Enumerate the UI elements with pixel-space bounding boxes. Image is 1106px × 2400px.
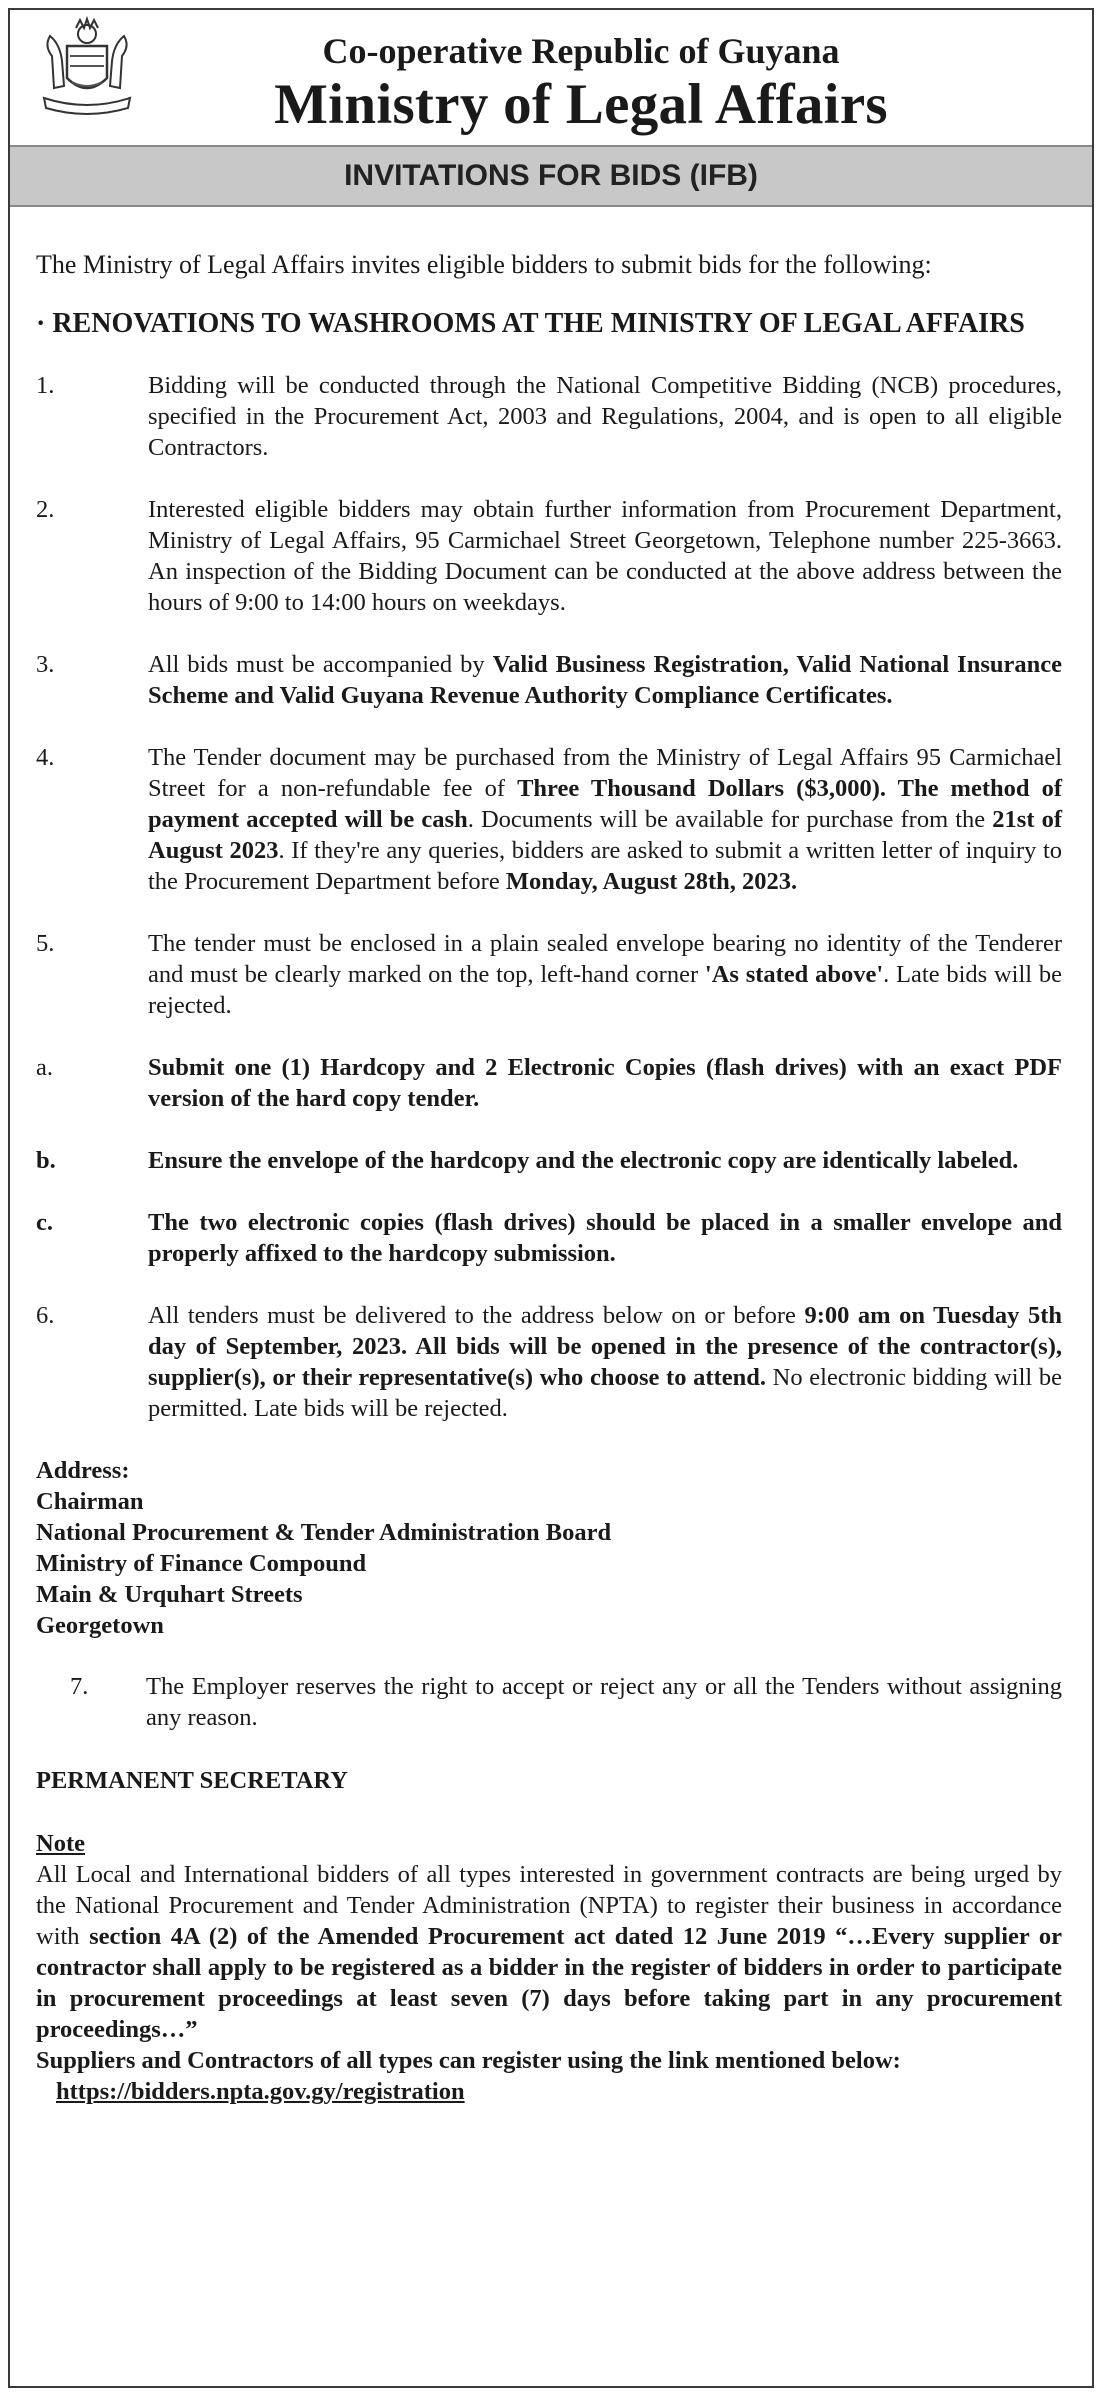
query-deadline: Monday, August 28th, 2023.: [505, 868, 798, 895]
registration-link[interactable]: https://bidders.npta.gov.gy/registration: [56, 2078, 465, 2105]
project-title: · RENOVATIONS TO WASHROOMS AT THE MINISTRY OF LEGAL AFFAIRS: [36, 308, 1025, 339]
item-text-plain: All tenders must be delivered to the address below on or before: [148, 1302, 805, 1329]
ministry-title: Ministry of Legal Affairs: [274, 73, 888, 136]
content: [36, 250, 1062, 2107]
item-text-plain: . If they're any queries, bidders are asked to submit a written letter of inquiry to the Procurement Department before: [148, 837, 1063, 895]
item-number: a.: [36, 1054, 53, 1081]
item-text: [148, 1145, 1062, 1176]
item-c: [36, 1207, 1062, 1269]
item-number: 6.: [36, 1302, 55, 1329]
item-text: The Employer reserves the right to accept or reject any or all the Tenders without assigning any reason.: [146, 1673, 1062, 1731]
item-text: Bidding will be conducted through the National Competitive Bidding (NCB) procedures, specified in the Procurement Act, 2003 and Regulations, 2004, and is open to all eligible Contractors.: [148, 372, 1062, 461]
header: [10, 10, 1092, 145]
item-number: 5.: [36, 930, 55, 957]
ifb-banner: INVITATIONS FOR BIDS (IFB): [10, 145, 1092, 207]
address-line: Ministry of Finance Compound: [36, 1550, 367, 1577]
item-a: [36, 1052, 1062, 1114]
item-text: [148, 649, 1062, 711]
item-text-bold: Submit one (1) Hardcopy and 2 Electronic Copies (flash drives) with an exact PDF version of the hard copy tender.: [148, 1054, 1062, 1112]
item-number: 1.: [36, 372, 55, 399]
item-text-bold: The two electronic copies (flash drives) should be placed in a smaller envelope and properly affixed to the hardcopy submission.: [148, 1209, 1062, 1267]
advertisement-page: [8, 8, 1094, 2388]
item-3: [36, 649, 1062, 711]
note-title: Note: [36, 1830, 85, 1857]
address-line: Main & Urquhart Streets: [36, 1581, 303, 1608]
item-1: [36, 370, 1062, 463]
item-text-plain: . Documents will be available for purchase from the: [467, 806, 993, 833]
address-line: Georgetown: [36, 1612, 164, 1639]
item-number: 4.: [36, 744, 55, 771]
address-line: National Procurement & Tender Administration Board: [36, 1519, 612, 1546]
delivery-deadline: 9:00 am on Tuesday 5th day of September, 2023. All bids will be opened in the presence of the contractor(s), supplier(s), or their representative(s) who choose to attend.: [148, 1302, 1062, 1391]
required-certificates: Valid Business Registration, Valid National Insurance Scheme and Valid Guyana Revenue Authority Compliance Certificates.: [148, 651, 1062, 709]
item-text-plain: All bids must be accompanied by: [148, 651, 493, 678]
item-number: 7.: [70, 1673, 89, 1700]
item-text-plain: . Late bids will be rejected.: [148, 961, 1062, 1019]
item-text: Interested eligible bidders may obtain further information from Procurement Department, Ministry of Legal Affairs, 95 Carmichael Street Georgetown, Telephone number 225-3663. An inspection of the Bidding Document can be conducted at the above address between the hours of 9:00 to 14:00 hours on weekdays.: [148, 496, 1062, 616]
item-text: [148, 1207, 1062, 1269]
item-7: [36, 1671, 1062, 1733]
item-text: [148, 1052, 1062, 1114]
availability-date: 21st of August 2023: [148, 806, 1062, 864]
item-b: [36, 1145, 1062, 1176]
item-text: [148, 742, 1062, 897]
item-4: [36, 742, 1062, 897]
item-text-plain: The tender must be enclosed in a plain sealed envelope bearing no identity of the Tenderer and must be clearly marked on the top, left-hand corner: [148, 930, 1062, 988]
envelope-marking: 'As stated above': [704, 961, 884, 988]
registration-note: [36, 1828, 1062, 2107]
country-title: Co-operative Republic of Guyana: [322, 31, 840, 71]
item-text: [148, 1300, 1062, 1424]
address-label: Address:: [36, 1457, 130, 1484]
item-number: [36, 1207, 148, 1269]
item-number: 3.: [36, 651, 55, 678]
register-instruction-text: Suppliers and Contractors of all types can register using the link mentioned below:: [36, 2047, 901, 2074]
item-number-bold: b.: [36, 1147, 56, 1174]
item-6: [36, 1300, 1062, 1424]
delivery-address: [36, 1455, 1062, 1641]
item-2: [36, 494, 1062, 618]
item-number: 2.: [36, 496, 55, 523]
item-5: [36, 928, 1062, 1021]
note-body: [36, 1859, 1062, 2045]
item-text: [148, 928, 1062, 1021]
note-legal-reference: section 4A (2) of the Amended Procurement act dated 12 June 2019 “…Every supplier or contractor shall apply to be registered as a bidder in the register of bidders in order to participate in procurement proceedings at least seven (7) days before taking part in any procurement proceedings…”: [36, 1923, 1062, 2043]
item-number-bold: c.: [36, 1209, 53, 1236]
fee-and-payment: Three Thousand Dollars ($3,000). The method of payment accepted will be cash: [148, 775, 1062, 833]
item-text-plain: No electronic bidding will be permitted. Late bids will be rejected.: [148, 1364, 1062, 1422]
address-line: Chairman: [36, 1488, 144, 1515]
signatory: PERMANENT SECRETARY: [36, 1767, 349, 1794]
note-text-plain: All Local and International bidders of all types interested in government contracts are being urged by the National Procurement and Tender Administration (NPTA) to register their business in accordance with: [36, 1861, 1062, 1950]
item-text-bold: Ensure the envelope of the hardcopy and the electronic copy are identically labeled.: [148, 1147, 1019, 1174]
intro-paragraph: The Ministry of Legal Affairs invites eligible bidders to submit bids for the following:: [36, 250, 932, 279]
register-instruction: [36, 2045, 1062, 2076]
item-text-plain: The Tender document may be purchased from the Ministry of Legal Affairs 95 Carmichael Street for a non-refundable fee of: [148, 744, 1062, 802]
item-number: [36, 1145, 148, 1176]
